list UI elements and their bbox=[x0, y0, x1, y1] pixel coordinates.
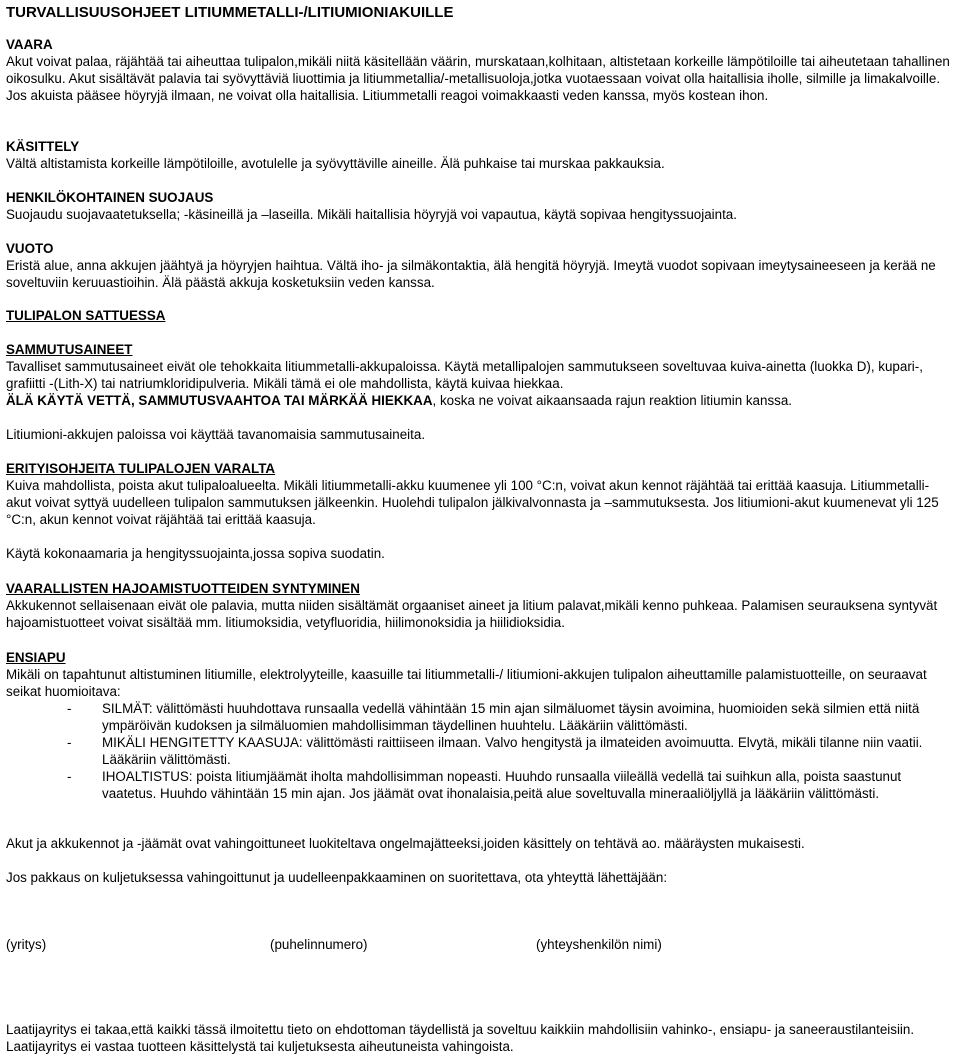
special-text: Kuiva mahdollista, poista akut tulipaloalueelta. Mikäli litiummetalli-akku kuumenee yli 100 °C:n, voivat akun kennot räjähtää tai erittää kaasuja. Litiummetalli-akut voivat syttyä uudelleen tulipalon sammutuksen jälkeenkin. Huolehdi tulipalon jälkivalvonnasta ja –sammutuksesta. Jos litiumioni-akut kuumenevat yli 125 °C:n, akun kennot voivat räjähtää tai erittää kaasuja. bbox=[6, 478, 939, 527]
handling-text: Vältä altistamista korkeille lämpötiloille, avotulelle ja syövyttäville aineille. Älä puhkaise tai murskaa pakkauksia. bbox=[6, 156, 665, 171]
section-decomposition bbox=[6, 580, 952, 631]
section-protection bbox=[6, 189, 952, 223]
handling-heading: KÄSITTELY bbox=[6, 139, 80, 154]
section-leak bbox=[6, 240, 952, 291]
disclaimer-text: Laatijayritys ei takaa,että kaikki tässä ilmoitettu tieto on ehdottoman täydellistä ja soveltuu kaikkiin mahdollisiin vahinko-, ensiapu- ja saneeraustilanteisiin. Laatijayritys ei vastaa tuotteen käsittelystä tai kuljetuksesta aiheutuneista vahingoista. bbox=[6, 1022, 915, 1054]
decomposition-text: Akkukennot sellaisenaan eivät ole palavia, mutta niiden sisältämät orgaaniset aineet ja litium palavat,mikäli kenno puhkeaa. Palamisen seurauksena syntyvät hajoamistuotteet voivat sisältää mm. litiumoksidia, vetyfluoridia, hiilimonoksidia ja hiilidioksidia. bbox=[6, 598, 938, 630]
phone-field-label: (puhelinnumero) bbox=[270, 937, 368, 952]
protection-text: Suojaudu suojavaatetuksella; -käsineillä ja –laseilla. Mikäli haitallisia höyryjä voi vapautua, käytä sopivaa hengityssuojainta. bbox=[6, 207, 737, 222]
section-fire bbox=[6, 307, 952, 324]
ion-extinguishing-text: Litiumioni-akkujen paloissa voi käyttää tavanomaisia sammutusaineita. bbox=[6, 427, 426, 442]
danger-text bbox=[6, 53, 952, 104]
danger-heading: VAARA bbox=[6, 37, 53, 52]
decomposition-heading: VAARALLISTEN HAJOAMISTUOTTEIDEN SYNTYMINEN bbox=[6, 581, 360, 596]
danger-text-2: Akut sisältävät palavia tai syövyttäviä liuottimia ja litiummetallia/-metallisuoloja,jotka vuotaessaan voivat olla haitallisia iholle, silmille ja limakalvoille. bbox=[68, 71, 941, 86]
special-heading: ERITYISOHJEITA TULIPALOJEN VARALTA bbox=[6, 461, 276, 476]
danger-text-1: Akut voivat palaa, räjähtää tai aiheuttaa tulipalon,mikäli niitä käsitellään väärin, murskataan,kolhitaan, altistetaan korkeille lämpötiloille tai aiheutetaan tahallinen oikosulku. bbox=[6, 54, 950, 86]
section-first-aid bbox=[6, 649, 952, 700]
first-aid-item-text: IHOALTISTUS: poista litiumjäämät iholta mahdollisimman nopeasti. Huuhdo runsaalla viileällä vedellä tai suihkun alla, poista saastunut vaatetus. Huuhdo vähintään 15 min ajan. Jos jäämät ovat ihonalaisia,peitä alue soveltuvalla mineraaliöljyllä ja lääkäriin välittömästi. bbox=[102, 769, 902, 801]
damaged-batteries-text: Akut ja akkukennot ja -jäämät ovat vahingoittuneet luokiteltava ongelmajätteeksi,joiden käsittely on tehtävä ao. määräysten mukaisesti. bbox=[6, 836, 805, 851]
water-warning-rest: , koska ne voivat aikaansaada rajun reaktion litiumin kanssa. bbox=[432, 393, 793, 408]
leak-text: Eristä alue, anna akkujen jäähtyä ja höyryjen haihtua. Vältä iho- ja silmäkontaktia, älä hengitä höyryjä. Imeytä vuodot sopivaan imeytysaineeseen ja kerää ne soveltuviin keruuastioihin. Älä päästä akkuja kosketuksiin veden kanssa. bbox=[6, 258, 936, 290]
danger-text-3: Jos akuista pääsee höyryjä ilmaan, ne voivat olla haitallisia. bbox=[6, 88, 359, 103]
list-dash: - bbox=[67, 769, 72, 784]
first-aid-item-text: SILMÄT: välittömästi huuhdottava runsaalla vedellä vähintään 15 min ajan silmäluomet täysin avoimina, huomioiden sekä silmien että niitä ympäröivän kudoksen ja silmäluomien mahdollisimman täydellinen huuhtelu. Lääkäriin välittömästi. bbox=[102, 701, 920, 733]
first-aid-item-inhalation bbox=[6, 734, 952, 768]
mask-text: Käytä kokonaamaria ja hengityssuojainta,jossa sopiva suodatin. bbox=[6, 546, 385, 561]
water-warning: ÄLÄ KÄYTÄ VETTÄ, SAMMUTUSVAAHTOA TAI MÄRKÄÄ HIEKKAA bbox=[6, 393, 433, 408]
extinguishing-warning bbox=[6, 392, 952, 409]
first-aid-item-skin bbox=[6, 768, 952, 802]
section-handling bbox=[6, 138, 952, 172]
section-special-instructions bbox=[6, 460, 952, 562]
protection-heading: HENKILÖKOHTAINEN SUOJAUS bbox=[6, 190, 214, 205]
first-aid-intro: Mikäli on tapahtunut altistuminen litiumille, elektrolyyteille, kaasuille tai litiummetalli-/ litiumioni-akkujen tulipalon aiheuttamille palamistuotteille, on seuraavat seikat huomioitava: bbox=[6, 667, 927, 699]
fire-heading: TULIPALON SATTUESSA bbox=[6, 308, 166, 323]
section-danger bbox=[6, 36, 952, 104]
document-title: TURVALLISUUSOHJEET LITIUMMETALLI-/LITIUMIONIAKUILLE bbox=[6, 4, 454, 21]
company-field-label: (yritys) bbox=[6, 937, 47, 952]
leak-heading: VUOTO bbox=[6, 241, 54, 256]
danger-text-4: Litiummetalli reagoi voimakkaasti veden kanssa, myös kostean ihon. bbox=[362, 88, 769, 103]
extinguishing-heading: SAMMUTUSAINEET bbox=[6, 342, 133, 357]
list-dash: - bbox=[67, 701, 72, 716]
extinguishing-text: Tavalliset sammutusaineet eivät ole tehokkaita litiummetalli-akkupaloissa. Käytä metallipalojen sammutukseen soveltuvaa kuiva-ainetta (luokka D), kupari-, grafiitti -(Lith-X) tai natriumkloridipulveria. Mikäli tämä ei ole mahdollista, käytä kuivaa hiekkaa. bbox=[6, 359, 923, 391]
first-aid-item-eyes bbox=[6, 700, 952, 734]
list-dash: - bbox=[67, 735, 72, 750]
first-aid-heading: ENSIAPU bbox=[6, 650, 66, 665]
contact-field-label: (yhteyshenkilön nimi) bbox=[536, 937, 662, 952]
first-aid-item-text: MIKÄLI HENGITETTY KAASUJA: välittömästi raittiiseen ilmaan. Valvo hengitystä ja ilmateiden avoimuutta. Elvytä, mikäli tilanne niin vaatii. Lääkäriin välittömästi. bbox=[102, 735, 923, 767]
section-extinguishing bbox=[6, 341, 952, 443]
first-aid-list bbox=[6, 700, 952, 802]
transport-text: Jos pakkaus on kuljetuksessa vahingoittunut ja uudelleenpakkaaminen on suoritettava, ota yhteyttä lähettäjään: bbox=[6, 870, 668, 885]
